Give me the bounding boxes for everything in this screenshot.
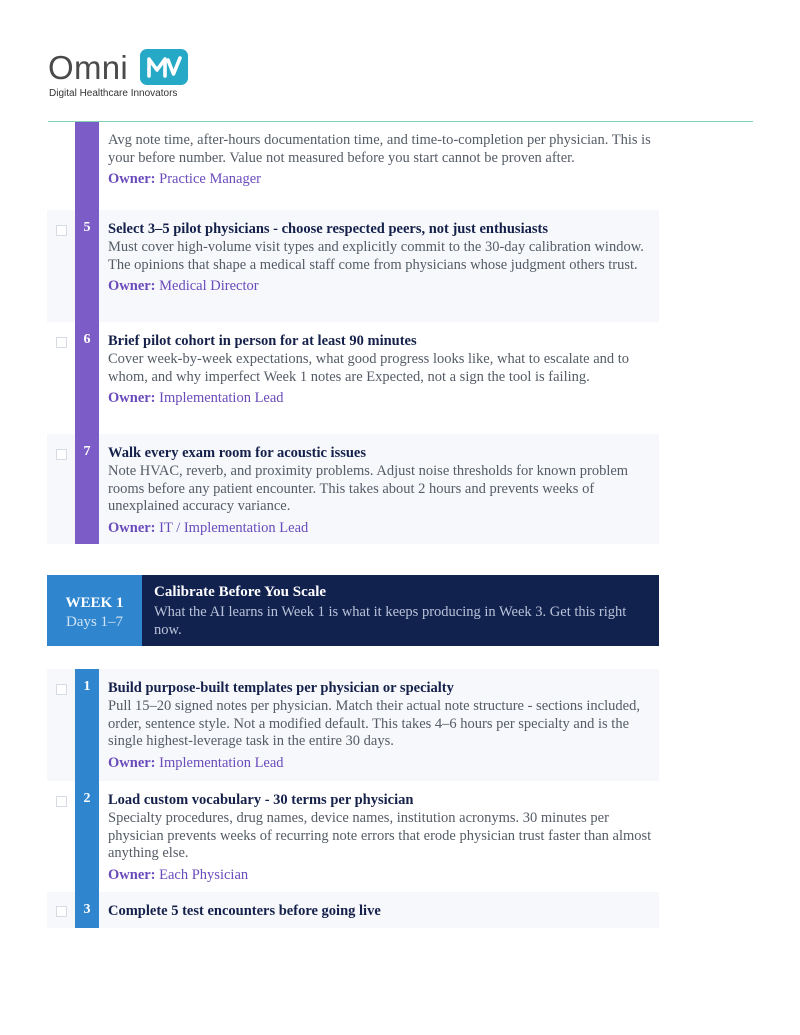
owner-label: Owner: — [108, 519, 156, 536]
item-checkbox[interactable] — [56, 337, 67, 348]
logo-wordmark: Omni — [48, 49, 129, 86]
checklist-item-7 — [47, 434, 659, 544]
owner-value: Implementation Lead — [159, 390, 284, 406]
owner-label: Owner: — [108, 866, 156, 883]
item-title: Select 3–5 pilot physicians - choose respected peers, not just enthusiasts — [108, 221, 548, 237]
owner-value: Each Physician — [159, 866, 249, 883]
item-title: Load custom vocabulary - 30 terms per physician — [108, 792, 414, 808]
md-logo-icon — [140, 49, 188, 85]
item-checkbox[interactable] — [56, 449, 67, 460]
item-description: Avg note time, after-hours documentation time, and time-to-completion per physician. This is your before number. Value not measured before you start cannot be proven after. — [108, 132, 651, 166]
week-1-banner — [47, 575, 659, 646]
item-description: Note HVAC, reverb, and proximity problems. Adjust noise thresholds for known problem rooms before any patient encounter. This takes about 2 hours and prevents weeks of unexplained accuracy variance. — [108, 463, 629, 514]
owner-label: Owner: — [108, 171, 156, 187]
checklist-item-baseline — [47, 122, 659, 210]
week1-item-3 — [47, 892, 659, 928]
item-checkbox[interactable] — [56, 225, 67, 236]
checklist-item-6 — [47, 322, 659, 434]
item-title: Brief pilot cohort in person for at least 90 minutes — [108, 333, 417, 349]
item-description: Cover week-by-week expectations, what good progress looks like, what to escalate and to whom, and why imperfect Week 1 notes are Expected, not a sign the tool is failing. — [108, 351, 630, 385]
owner-value: IT / Implementation Lead — [159, 519, 309, 536]
item-owner — [108, 389, 653, 407]
owner-value: Practice Manager — [159, 171, 261, 187]
week1-item-1 — [47, 669, 659, 781]
owner-label: Owner: — [108, 278, 156, 294]
week1-item-2 — [47, 781, 659, 892]
owner-label: Owner: — [108, 754, 156, 771]
checklist-item-5 — [47, 210, 659, 322]
item-checkbox[interactable] — [56, 684, 67, 695]
item-number: 1 — [83, 679, 91, 694]
item-number: 2 — [83, 791, 91, 806]
owner-label: Owner: — [108, 390, 156, 406]
owner-value: Medical Director — [159, 278, 259, 294]
item-number: 3 — [83, 902, 91, 917]
week-label: WEEK 1 — [65, 595, 124, 611]
owner-value: Implementation Lead — [159, 754, 284, 771]
item-checkbox[interactable] — [56, 796, 67, 807]
item-number: 7 — [83, 444, 91, 459]
week-badge — [47, 575, 142, 646]
item-owner — [108, 519, 653, 537]
item-owner — [108, 277, 653, 295]
item-owner — [108, 866, 653, 884]
item-title: Walk every exam room for acoustic issues — [108, 445, 367, 461]
week-days: Days 1–7 — [65, 614, 124, 630]
item-description: Specialty procedures, drug names, device names, institution acronyms. 30 minutes per physician prevents weeks of recurring note errors that erode physician trust faster than almost anything else. — [108, 810, 652, 861]
item-rail — [75, 122, 99, 210]
item-checkbox[interactable] — [56, 906, 67, 917]
week-heading — [154, 583, 649, 639]
item-description: Pull 15–20 signed notes per physician. Match their actual note structure - sections included, order, sentence style. Not a modified default. This takes 4–6 hours per specialty and is the single highest-leverage task in the entire 30 days. — [108, 698, 640, 749]
logo-tagline: Digital Healthcare Innovators — [49, 88, 178, 99]
item-owner — [108, 754, 653, 772]
item-number: 5 — [83, 220, 91, 235]
week-subtitle: What the AI learns in Week 1 is what it keeps producing in Week 3. Get this right now. — [154, 604, 627, 638]
item-number: 6 — [83, 332, 91, 347]
omnimd-logo — [48, 48, 198, 102]
item-owner — [108, 170, 653, 188]
item-description: Must cover high-volume visit types and explicitly commit to the 30-day calibration window. The opinions that shape a medical staff come from physicians whose judgment others trust. — [108, 239, 644, 273]
item-title: Build purpose-built templates per physician or specialty — [108, 680, 454, 696]
item-title: Complete 5 test encounters before going live — [108, 903, 381, 919]
week-title: Calibrate Before You Scale — [154, 584, 327, 600]
